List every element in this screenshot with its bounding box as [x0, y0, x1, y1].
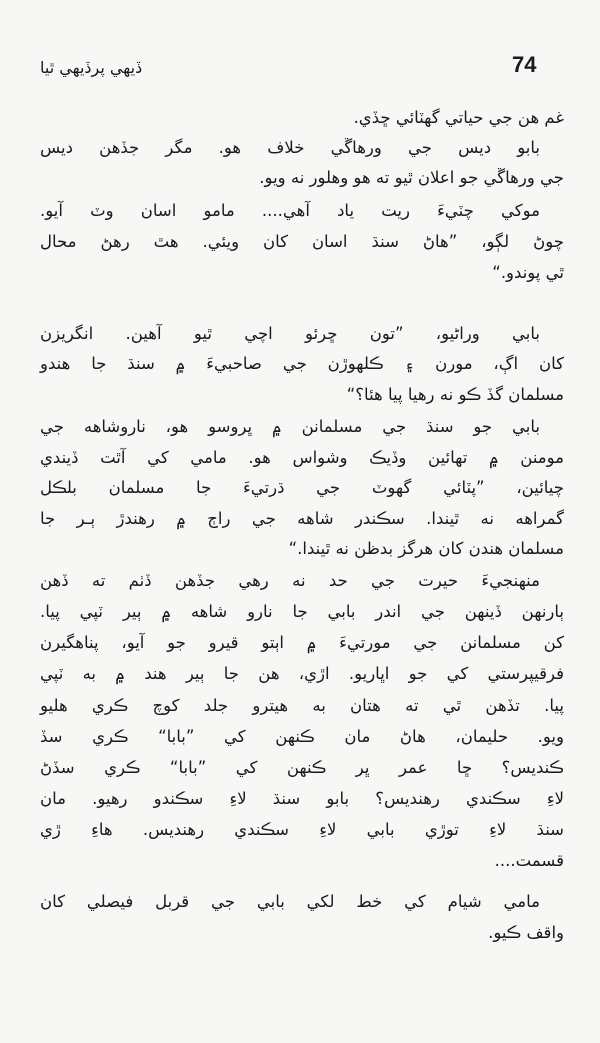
- book-title: ڏيهي پرڏيهي ٿيا: [40, 58, 143, 77]
- text-line: مومنن ۾ تهائين وڏيڪ وشواس هو. مامي کي آٿت ڏيندي: [40, 448, 564, 467]
- text-line: بابي وراڻيو، ”تون ڇرئو اچي ٿيو آهين. انگريزن: [40, 324, 540, 343]
- text-line: لاءِ سڪندي رهنديس؟ بابو سنڌ لاءِ سڪندو رهيو. مان: [40, 789, 564, 808]
- text-line: چوڻ لڳو، ”هاڻ سنڌ اسان کان ويئي. هٿ رهڻ محال: [40, 232, 564, 251]
- text-line: غم هن جي حياتي گهٽائي ڇڏي.: [353, 108, 564, 127]
- text-line: موکي چٽيءَ ريت ياد آهي.... مامو اسان وٽ آيو.: [40, 201, 540, 220]
- text-line: مسلمان هندن کان هرگز بدظن نه ٿيندا.“: [288, 539, 564, 558]
- text-line: چيائين، ”پٽائي گهوٽ جي ڌرتيءَ جا مسلمان بلڪل: [40, 478, 564, 497]
- text-line: گمراهه نه ٿيندا. سڪندر شاهه جي راڄ ۾ رهندڙ ٻـر جا: [40, 509, 564, 528]
- text-line: بابو ديس جي ورهاڱي خلاف هو. مگر جڏهن ديس: [40, 138, 540, 157]
- text-line: ويو. حليمان، هاڻ مان ڪنهن کي ”بابا“ ڪري سڏ: [40, 727, 564, 746]
- text-line: سنڌ لاءِ توڙي بابي لاءِ سڪندي رهنديس. هاءِ ڙي: [40, 820, 564, 839]
- text-line: مامي شيام کي خط لکي بابي جي قربل فيصلي کان: [40, 892, 540, 911]
- text-line: منهنجيءَ حيرت جي حد نه رهي جڏهن ڏٺم ته ڏهن: [40, 571, 540, 590]
- text-line: پيا. تڏهن ٿي ته هتان به هيترو جلد کوچ ڪري هليو: [40, 696, 564, 715]
- text-line: ٿي پوندو.“: [492, 263, 564, 282]
- text-line: فرقيپرستي کي جو اڀاريو. اڙي، هن جا ٻير هند ۾ به ٽپي: [40, 664, 564, 683]
- text-line: کن مسلمانن جي مورتيءَ ۾ اٻتو قيرو جو آيو، پناهگيرن: [40, 633, 564, 652]
- text-line: ڪنديس؟ ڇا عمر ڀر ڪنهن کي ”بابا“ ڪري سڏڻ: [40, 758, 564, 777]
- text-line: واقف ڪيو.: [488, 923, 564, 942]
- text-line: کان اڳ، مورن ۽ ڪلهوڙن جي صاحبيءَ ۾ سنڌ جا هندو: [40, 354, 564, 373]
- text-line: بابي جو سنڌ جي مسلمانن ۾ ڀروسو هو، ناروشاهه جي: [40, 417, 540, 436]
- page-number: 74: [512, 52, 537, 77]
- text-line: جي ورهاڱي جو اعلان ٿيو ته هو وهلور نه ويو.: [259, 168, 564, 187]
- text-line: قسمت....: [494, 851, 564, 870]
- text-line: ٻارنهن ڏينهن جي اندر بابي جا نارو شاهه ۾ ٻير ٽپي پيا.: [40, 602, 564, 621]
- text-line: مسلمان گڏ ڪو نه رهيا پيا هئا؟“: [346, 385, 564, 404]
